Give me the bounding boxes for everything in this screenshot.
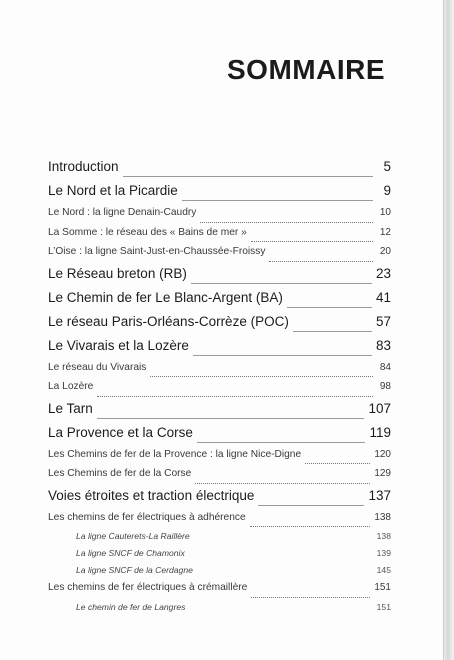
toc-leader xyxy=(293,331,372,332)
toc-entry-title: L’Oise : la ligne Saint-Just-en-Chaussée-Froissy xyxy=(48,246,266,257)
toc-entry-title: Les chemins de fer électriques à crémaillère xyxy=(48,582,248,593)
toc-page-number: 107 xyxy=(368,400,391,416)
toc-leader xyxy=(287,307,372,308)
toc-page-number: 137 xyxy=(368,487,391,503)
toc-entry-level-1 xyxy=(48,183,391,207)
toc-entry-title: Le Chemin de fer Le Blanc-Argent (BA) xyxy=(48,289,283,305)
toc-entry-level-2 xyxy=(48,227,391,247)
table-of-contents xyxy=(48,159,391,619)
toc-entry-title: La Lozère xyxy=(48,381,94,392)
toc-entry-title: Les Chemins de fer de la Corse xyxy=(48,468,192,479)
toc-entry-title: Le Vivarais et la Lozère xyxy=(48,337,189,353)
toc-entry-title: La Provence et la Corse xyxy=(48,424,193,440)
toc-entry-title: Les Chemins de fer de la Provence : la ligne Nice-Digne xyxy=(48,448,302,460)
toc-entry-title: Introduction xyxy=(48,159,119,174)
toc-page-number: 23 xyxy=(375,265,391,281)
toc-leader xyxy=(251,241,373,242)
toc-page-number: 139 xyxy=(376,548,391,558)
toc-page-number: 151 xyxy=(374,582,391,593)
toc-page-number: 98 xyxy=(379,381,391,392)
toc-leader xyxy=(200,222,373,223)
toc-page-number: 41 xyxy=(375,289,391,305)
toc-entry-level-2 xyxy=(48,362,391,382)
toc-entry-title: Le réseau du Vivarais xyxy=(48,361,147,373)
toc-entry-title: La ligne SNCF de la Cerdagne xyxy=(76,565,193,575)
toc-entry-level-1 xyxy=(48,290,391,314)
toc-page-number: 12 xyxy=(379,226,391,238)
toc-entry-level-2 xyxy=(48,449,391,469)
toc-entry-level-3 xyxy=(48,548,391,565)
toc-leader xyxy=(97,418,365,419)
toc-leader xyxy=(269,261,373,262)
toc-page-number: 138 xyxy=(376,531,391,541)
toc-page-number: 119 xyxy=(369,424,391,440)
toc-entry-title: Les chemins de fer électriques à adhérence xyxy=(48,511,246,523)
toc-page-number: 120 xyxy=(374,448,391,460)
toc-entry-level-2 xyxy=(48,468,391,488)
toc-leader xyxy=(191,283,372,284)
toc-page-number: 9 xyxy=(383,183,391,198)
toc-leader xyxy=(305,463,370,464)
toc-entry-title: La Somme : le réseau des « Bains de mer » xyxy=(48,226,247,238)
toc-page-number: 129 xyxy=(374,468,391,479)
toc-entry-level-1 xyxy=(48,159,391,183)
toc-entry-title: Voies étroites et traction électrique xyxy=(48,487,255,503)
toc-page-number: 5 xyxy=(383,159,391,174)
toc-leader xyxy=(182,200,373,201)
toc-leader xyxy=(123,176,373,177)
toc-leader xyxy=(193,355,372,356)
toc-leader xyxy=(250,526,371,527)
toc-page-number: 151 xyxy=(376,601,391,612)
toc-entry-level-2 xyxy=(48,512,391,532)
toc-entry-level-3 xyxy=(48,602,391,619)
toc-entry-title: La ligne Cauterets-La Raillère xyxy=(76,531,190,541)
toc-leader xyxy=(258,505,364,506)
toc-entry-level-2 xyxy=(48,582,391,602)
toc-leader xyxy=(251,597,370,598)
toc-entry-level-1 xyxy=(48,488,391,512)
toc-entry-level-3 xyxy=(48,565,391,582)
toc-entry-level-2 xyxy=(48,381,391,401)
toc-page-number: 83 xyxy=(375,337,391,353)
toc-entry-title: Le Nord et la Picardie xyxy=(48,183,178,198)
toc-page-number: 145 xyxy=(376,565,391,575)
toc-entry-title: Le Tarn xyxy=(48,400,93,416)
toc-entry-title: Le réseau Paris-Orléans-Corrèze (POC) xyxy=(48,313,289,329)
toc-entry-level-2 xyxy=(48,207,391,227)
toc-entry-title: Le Nord : la ligne Denain-Caudry xyxy=(48,207,197,218)
toc-leader xyxy=(97,396,373,397)
page-title: SOMMAIRE xyxy=(227,54,385,85)
toc-leader xyxy=(195,483,370,484)
toc-entry-level-1 xyxy=(48,425,391,449)
toc-entry-level-1 xyxy=(48,266,391,290)
toc-entry-title: Le Réseau breton (RB) xyxy=(48,265,187,281)
toc-entry-level-1 xyxy=(48,314,391,338)
toc-entry-level-1 xyxy=(48,338,391,362)
toc-page-number: 138 xyxy=(374,511,391,523)
toc-entry-level-3 xyxy=(48,531,391,548)
toc-entry-title: La ligne SNCF de Chamonix xyxy=(76,548,185,558)
toc-page-number: 57 xyxy=(375,313,391,329)
toc-entry-level-1 xyxy=(48,401,391,425)
toc-page-number: 10 xyxy=(379,207,391,218)
toc-page-number: 20 xyxy=(379,246,391,257)
page-edge xyxy=(444,0,454,660)
toc-page-number: 84 xyxy=(379,361,391,373)
toc-entry-level-2 xyxy=(48,246,391,266)
toc-leader xyxy=(150,376,373,377)
toc-entry-title: Le chemin de fer de Langres xyxy=(76,601,186,612)
toc-leader xyxy=(197,442,366,443)
